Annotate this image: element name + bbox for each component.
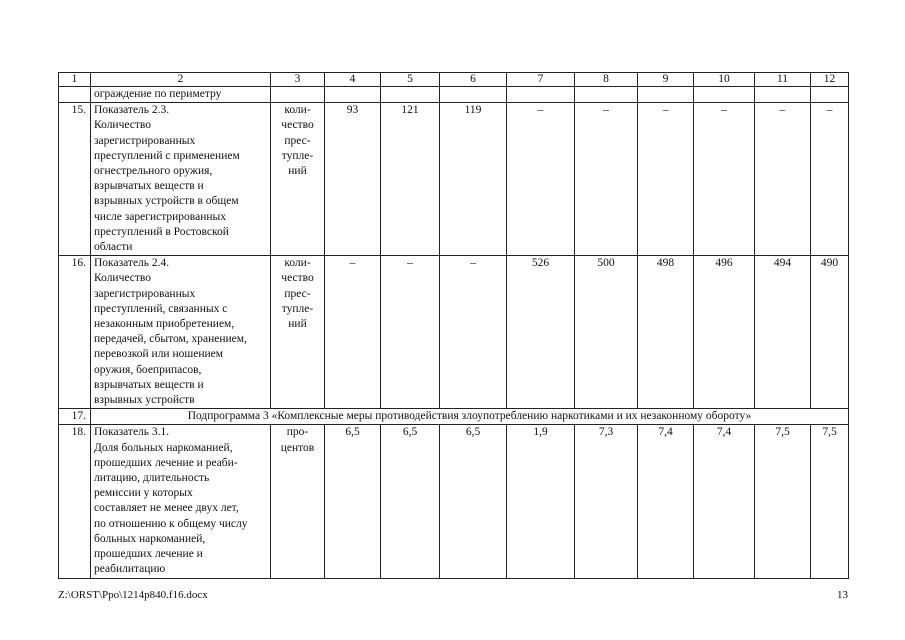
value-cell: 7,4: [638, 425, 694, 578]
value-cell: 6,5: [440, 425, 507, 578]
value-cell: 490: [811, 256, 849, 409]
num-cell: [59, 87, 91, 103]
row-number: 15.: [59, 103, 91, 256]
header-cell: 4: [325, 73, 381, 87]
continuation-row: [59, 87, 849, 103]
value-cell: 6,5: [325, 425, 381, 578]
header-cell: 3: [271, 73, 325, 87]
header-cell: 6: [440, 73, 507, 87]
header-cell: 1: [59, 73, 91, 87]
value-cell: 494: [755, 256, 811, 409]
row-number: 18.: [59, 425, 91, 578]
table-row: [59, 256, 849, 409]
row-number: 17.: [59, 409, 91, 425]
value-cell: –: [440, 256, 507, 409]
header-cell: 8: [575, 73, 638, 87]
table-row: [59, 425, 849, 578]
header-cell: 12: [811, 73, 849, 87]
value-cell: –: [381, 256, 440, 409]
header-cell: 11: [755, 73, 811, 87]
value-cell: 526: [507, 256, 575, 409]
value-cell: –: [507, 103, 575, 256]
subprogram-row: [59, 409, 849, 425]
value-cell: 121: [381, 103, 440, 256]
header-cell: 2: [91, 73, 271, 87]
value-cell: –: [638, 103, 694, 256]
value-cell: –: [325, 256, 381, 409]
unit-cell: коли- чество прес- тупле- ний: [271, 256, 325, 409]
table-header-row: [59, 73, 849, 87]
page-number: 13: [837, 589, 848, 601]
value-cell: 119: [440, 103, 507, 256]
subprogram-title: Подпрограмма 3 «Комплексные меры противодействия злоупотреблению наркотиками и их незаконному обороту»: [91, 409, 849, 425]
value-cell: 7,4: [694, 425, 755, 578]
indicator-name: Показатель 3.1. Доля больных наркоманией, прошедших лечение и реаби- литацию, длительность ремиссии у которых составляет не менее двух лет, по отношению к общему числу больных наркоманией, прошедших лечение и реабилитацию: [91, 425, 271, 578]
value-cell: 7,5: [755, 425, 811, 578]
value-cell: 496: [694, 256, 755, 409]
continuation-text: ограждение по периметру: [91, 87, 271, 103]
table-row: [59, 103, 849, 256]
unit-cell: коли- чество прес- тупле- ний: [271, 103, 325, 256]
value-cell: –: [811, 103, 849, 256]
header-cell: 9: [638, 73, 694, 87]
unit-cell: про- центов: [271, 425, 325, 578]
value-cell: 7,5: [811, 425, 849, 578]
value-cell: 6,5: [381, 425, 440, 578]
value-cell: 498: [638, 256, 694, 409]
header-cell: 10: [694, 73, 755, 87]
value-cell: 7,3: [575, 425, 638, 578]
footer-file-path: Z:\ORST\Ppo\1214p840.f16.docx: [58, 589, 208, 601]
value-cell: 93: [325, 103, 381, 256]
value-cell: 1,9: [507, 425, 575, 578]
indicator-name: Показатель 2.3. Количество зарегистрированных преступлений с применением огнестрельного оружия, взрывчатых веществ и взрывных устройств в общем числе зарегистрированных преступлений в Ростовской области: [91, 103, 271, 256]
value-cell: –: [755, 103, 811, 256]
indicators-table: [58, 72, 849, 579]
header-cell: 7: [507, 73, 575, 87]
row-number: 16.: [59, 256, 91, 409]
value-cell: 500: [575, 256, 638, 409]
indicator-name: Показатель 2.4. Количество зарегистрированных преступлений, связанных с незаконным приобретением, передачей, сбытом, хранением, перевозкой или ношением оружия, боеприпасов, взрывчатых веществ и взрывных устройств: [91, 256, 271, 409]
header-cell: 5: [381, 73, 440, 87]
value-cell: –: [575, 103, 638, 256]
value-cell: –: [694, 103, 755, 256]
